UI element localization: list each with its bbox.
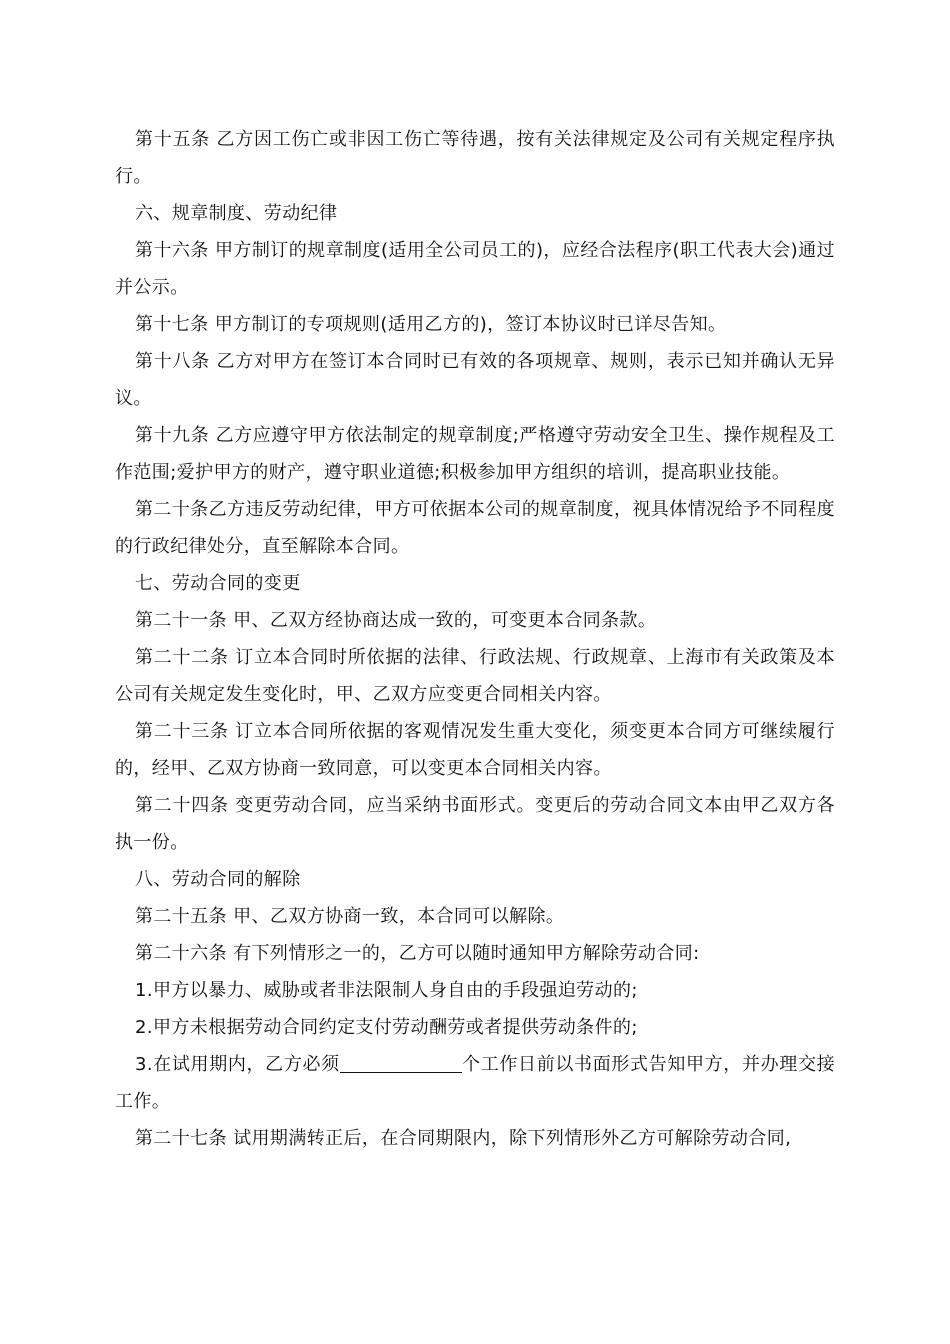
section-8-heading: 八、劳动合同的解除 [135, 869, 301, 890]
article-26: 第二十六条 有下列情形之一的，乙方可以随时通知甲方解除劳动合同: [135, 943, 700, 964]
item-3-text-after: 个工作日前以书面形式告知甲方，并办理交接工作。 [115, 1054, 835, 1112]
article-26-item-1: 1.甲方以暴力、威胁或者非法限制人身自由的手段强迫劳动的; [135, 980, 638, 1001]
article-24: 第二十四条 变更劳动合同，应当采纳书面形式。变更后的劳动合同文本由甲乙双方各执一份。 [115, 795, 835, 853]
article-23: 第二十三条 订立本合同所依据的客观情况发生重大变化，须变更本合同方可继续履行的，经甲、乙双方协商一致同意，可以变更本合同相关内容。 [115, 721, 835, 779]
article-21: 第二十一条 甲、乙双方经协商达成一致的，可变更本合同条款。 [135, 610, 657, 631]
document-page [115, 121, 835, 1157]
article-18: 第十八条 乙方对甲方在签订本合同时已有效的各项规章、规则，表示已知并确认无异议。 [115, 351, 835, 409]
article-27: 第二十七条 试用期满转正后，在合同期限内，除下列情形外乙方可解除劳动合同, [135, 1128, 792, 1149]
article-22: 第二十二条 订立本合同时所依据的法律、行政法规、行政规章、上海市有关政策及本公司有关规定发生变化时，甲、乙双方应变更合同相关内容。 [115, 647, 835, 705]
article-16: 第十六条 甲方制订的规章制度(适用全公司员工的)，应经合法程序(职工代表大会)通过并公示。 [115, 240, 835, 298]
article-17: 第十七条 甲方制订的专项规则(适用乙方的)，签订本协议时已详尽告知。 [135, 314, 727, 335]
article-26-item-3 [115, 1046, 835, 1120]
article-26-item-2: 2.甲方未根据劳动合同约定支付劳动酬劳或者提供劳动条件的; [135, 1017, 638, 1038]
item-3-text-before: 3.在试用期内，乙方必须 [135, 1054, 340, 1075]
article-20: 第二十条乙方违反劳动纪律，甲方可依据本公司的规章制度，视具体情况给予不同程度的行政纪律处分，直至解除本合同。 [115, 499, 835, 557]
article-15: 第十五条 乙方因工伤亡或非因工伤亡等待遇，按有关法律规定及公司有关规定程序执行。 [115, 129, 835, 187]
section-6-heading: 六、规章制度、劳动纪律 [135, 203, 338, 224]
article-25: 第二十五条 甲、乙双方协商一致，本合同可以解除。 [135, 906, 565, 927]
fill-in-blank[interactable] [340, 1052, 462, 1073]
section-7-heading: 七、劳动合同的变更 [135, 573, 301, 594]
article-19: 第十九条 乙方应遵守甲方依法制定的规章制度;严格遵守劳动安全卫生、操作规程及工作范围;爱护甲方的财产，遵守职业道德;积极参加甲方组织的培训，提高职业技能。 [115, 425, 835, 483]
